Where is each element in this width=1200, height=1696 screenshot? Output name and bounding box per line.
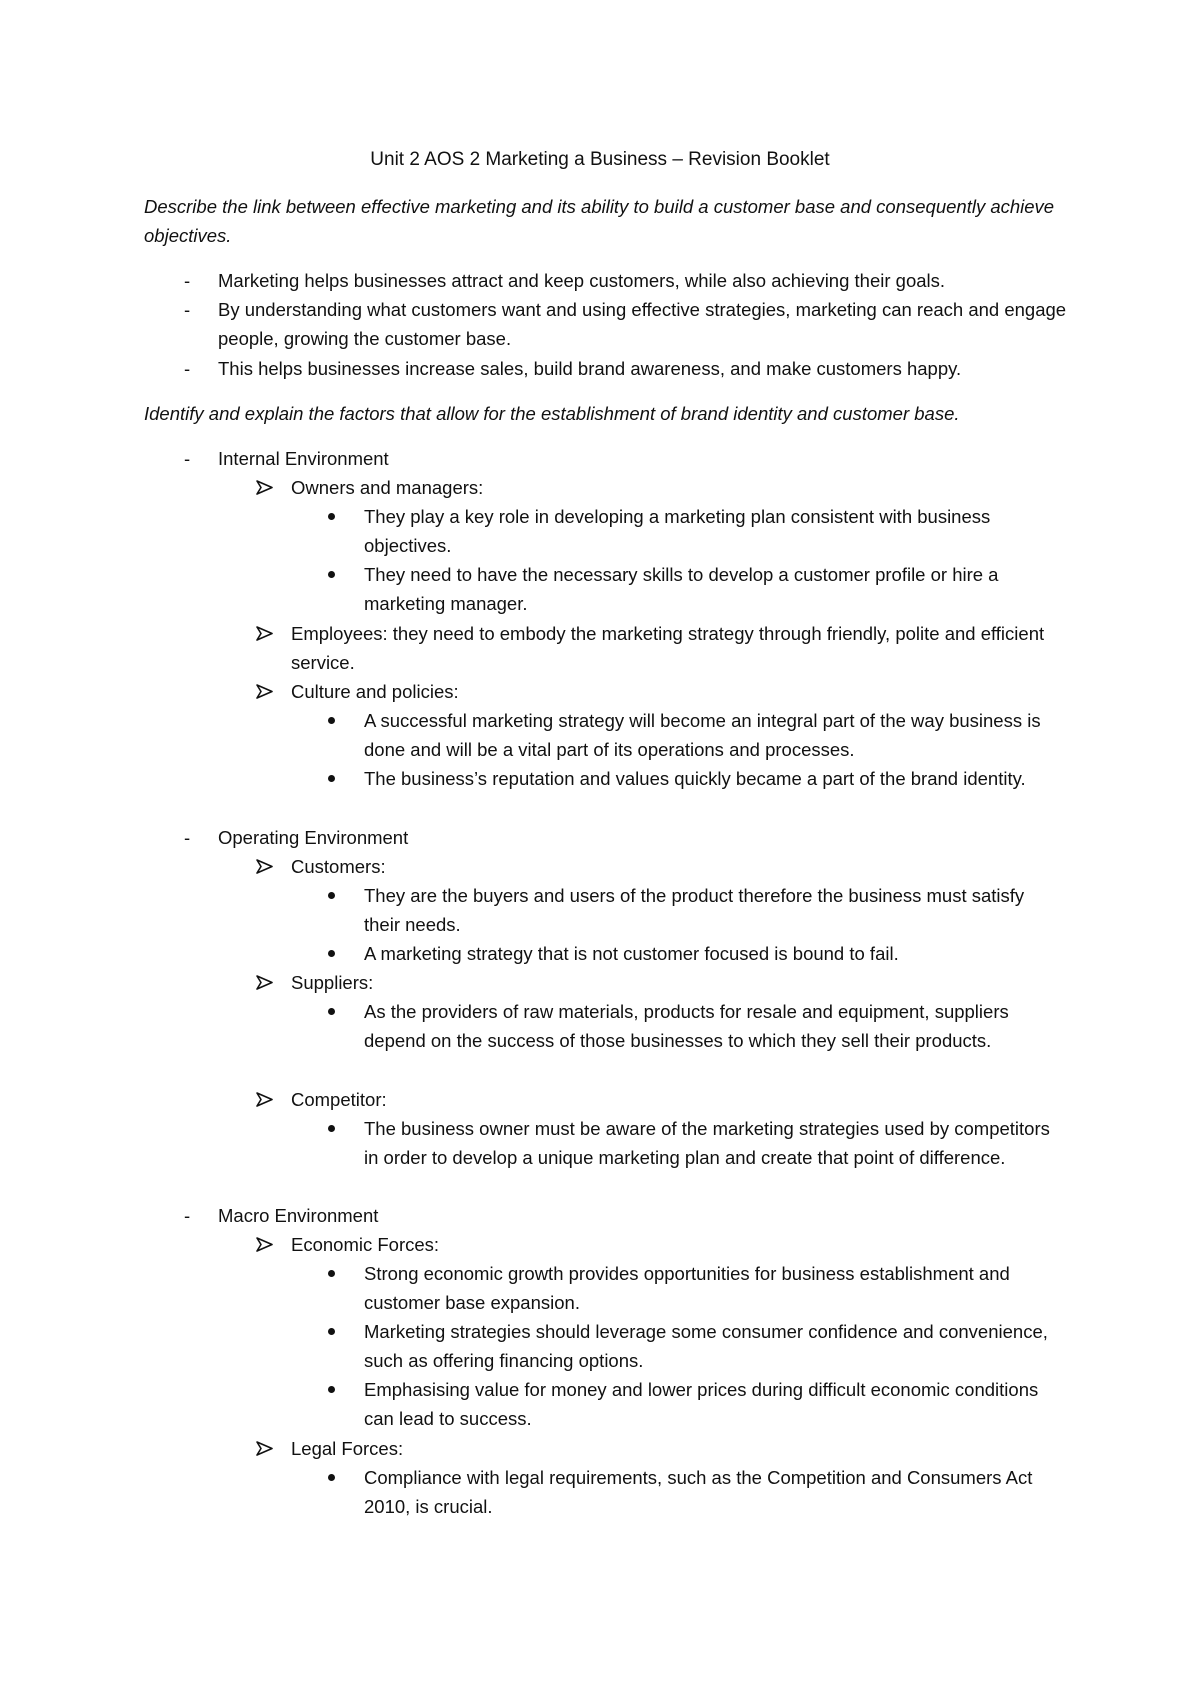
- factor-point: Compliance with legal requirements, such as the Competition and Consumers Act 2010, is crucial.: [364, 1467, 1033, 1517]
- document-title: Unit 2 AOS 2 Marketing a Business – Revision Booklet: [370, 149, 830, 170]
- dash-bullet: -: [184, 299, 191, 320]
- dot-bullet: [328, 950, 335, 957]
- dot-bullet: [328, 1125, 335, 1132]
- dash-bullet: -: [184, 827, 191, 848]
- dot-bullet: [328, 1386, 335, 1393]
- factor-point: A successful marketing strategy will become an integral part of the way business is done and will be a vital part of its operations and processes.: [364, 710, 1041, 760]
- section-internal-environment: Internal Environment: [218, 448, 389, 469]
- arrow-bullet-icon: [255, 1434, 275, 1463]
- dot-bullet: [328, 1008, 335, 1015]
- factor-competitor: Competitor:: [291, 1089, 387, 1110]
- dot-bullet: [328, 1474, 335, 1481]
- factor-culture-policies: Culture and policies:: [291, 681, 459, 702]
- factor-customers: Customers:: [291, 856, 386, 877]
- answer-point: This helps businesses increase sales, build brand awareness, and make customers happy.: [218, 358, 962, 379]
- section-operating-environment: Operating Environment: [218, 827, 409, 848]
- dot-bullet: [328, 775, 335, 782]
- answer-point: By understanding what customers want and using effective strategies, marketing can reach and engage people, growing the customer base.: [218, 299, 1067, 349]
- arrow-bullet-icon: [255, 1230, 275, 1259]
- factor-legal-forces: Legal Forces:: [291, 1438, 404, 1459]
- dot-bullet: [328, 513, 335, 520]
- question-2: Identify and explain the factors that allow for the establishment of brand identity and customer base.: [144, 403, 960, 424]
- dot-bullet: [328, 1328, 335, 1335]
- factor-employees: Employees: they need to embody the marketing strategy through friendly, polite and efficient service.: [291, 623, 1045, 673]
- question-1: Describe the link between effective marketing and its ability to build a customer base and consequently achieve objectives.: [144, 196, 1055, 246]
- factor-point: Marketing strategies should leverage some consumer confidence and convenience, such as offering financing options.: [364, 1321, 1048, 1371]
- dot-bullet: [328, 717, 335, 724]
- factor-point: They need to have the necessary skills to develop a customer profile or hire a marketing manager.: [364, 564, 999, 614]
- factor-point: Emphasising value for money and lower prices during difficult economic conditions can lead to success.: [364, 1379, 1039, 1429]
- arrow-bullet-icon: [255, 473, 275, 502]
- factor-point: Strong economic growth provides opportunities for business establishment and customer base expansion.: [364, 1263, 1010, 1313]
- factor-point: The business’s reputation and values quickly became a part of the brand identity.: [364, 768, 1026, 789]
- factor-owners-managers: Owners and managers:: [291, 477, 484, 498]
- answer-point: Marketing helps businesses attract and keep customers, while also achieving their goals.: [218, 270, 946, 291]
- factor-point: A marketing strategy that is not customer focused is bound to fail.: [364, 943, 899, 964]
- factor-suppliers: Suppliers:: [291, 972, 374, 993]
- arrow-bullet-icon: [255, 619, 275, 648]
- factor-point: They play a key role in developing a marketing plan consistent with business objectives.: [364, 506, 991, 556]
- arrow-bullet-icon: [255, 677, 275, 706]
- dot-bullet: [328, 892, 335, 899]
- factor-economic-forces: Economic Forces:: [291, 1234, 440, 1255]
- arrow-bullet-icon: [255, 852, 275, 881]
- factor-point: The business owner must be aware of the marketing strategies used by competitors in order to develop a unique marketing plan and create that point of difference.: [364, 1118, 1050, 1168]
- dash-bullet: -: [184, 448, 191, 469]
- dot-bullet: [328, 571, 335, 578]
- section-macro-environment: Macro Environment: [218, 1205, 379, 1226]
- arrow-bullet-icon: [255, 968, 275, 997]
- dash-bullet: -: [184, 1205, 191, 1226]
- factor-point: They are the buyers and users of the product therefore the business must satisfy their needs.: [364, 885, 1025, 935]
- dash-bullet: -: [184, 270, 191, 291]
- arrow-bullet-icon: [255, 1085, 275, 1114]
- dot-bullet: [328, 1270, 335, 1277]
- factor-point: As the providers of raw materials, products for resale and equipment, suppliers depend on the success of those businesses to which they sell their products.: [364, 1001, 1009, 1051]
- dash-bullet: -: [184, 358, 191, 379]
